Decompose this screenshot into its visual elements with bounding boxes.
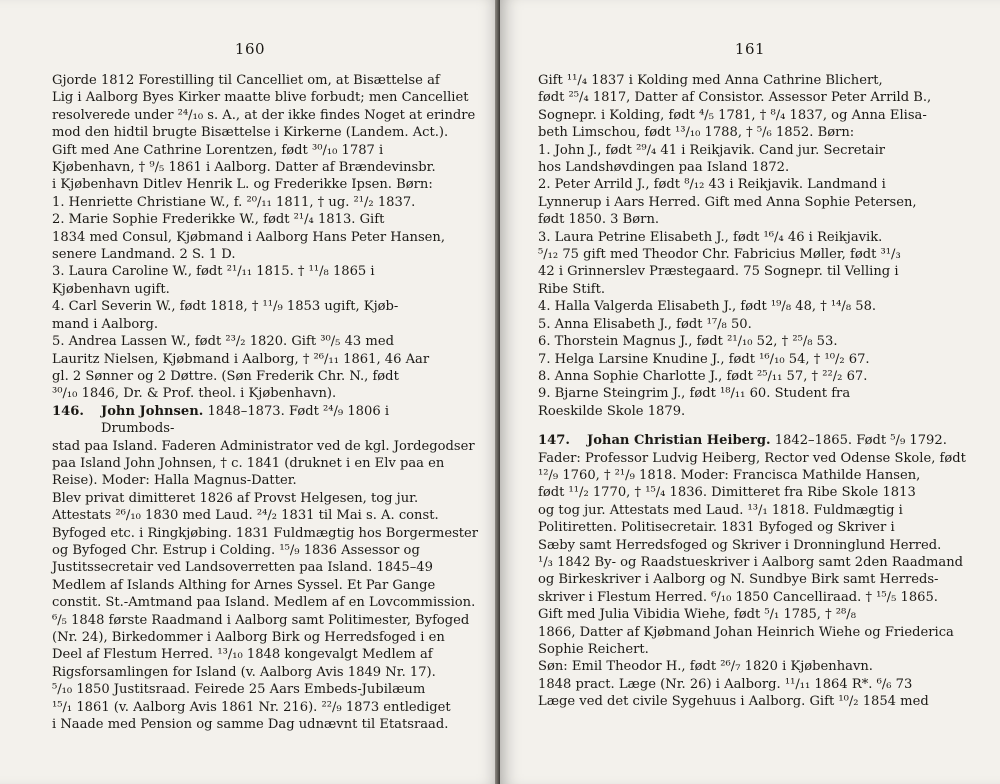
text-line: og Byfoged Chr. Estrup i Colding. ¹⁵/₉ 1836 Assessor og [52,542,420,558]
text-line: Gjorde 1812 Forestilling til Cancelliet om, at Bisættelse af [52,73,440,88]
text-line: Sæby samt Herredsfoged og Skriver i Dronninglund Herred. [538,537,942,553]
text-line: (Nr. 24), Birkedommer i Aalborg Birk og Herredsfoged i en [52,630,445,645]
text-line: 1866, Datter af Kjøbmand Johan Heinrich Wiehe og Friederica [538,624,954,640]
text-line: ¹²/₉ 1760, † ²¹/₉ 1818. Moder: Francisca Mathilde Hansen, [538,467,921,483]
text-line: 3. Laura Caroline W., født ²¹/₁₁ 1815. † ¹¹/₈ 1865 i [52,264,375,280]
text-line: resolverede under ²⁴/₁₀ s. A., at der ikke findes Noget at erindre [52,107,476,123]
text-line: constit. St.-Amtmand paa Island. Medlem af en Lovcommission. [52,595,476,611]
text-line: senere Landmand. 2 S. 1 D. [52,247,236,263]
text-line: 5. Andrea Lassen W., født ²³/₂ 1820. Gift ³⁰/₅ 43 med [52,334,394,350]
text-line: 1. John J., født ²⁹/₄ 41 i Reikjavik. Cand jur. Secretair [538,142,886,158]
page-number: 161 [734,40,766,58]
text-line: Kjøbenhavn ugift. [52,281,170,297]
entry-heading-rest: 1848–1873. Født ²⁴/₉ 1806 i Drumbods- [101,403,390,437]
text-line: og Birkeskriver i Aalborg og N. Sundbye Birk samt Herreds- [538,572,939,588]
text-line: i Naade med Pension og samme Dag udnævnt til Etatsraad. [52,717,449,733]
text-line: født 1850. 3 Børn. [538,212,660,228]
text-line: Ribe Stift. [538,281,606,297]
text-line: 2. Peter Arrild J., født ⁸/₁₂ 43 i Reikjavik. Landmand i [538,177,886,193]
text-line: stad paa Island. Faderen Administrator ved de kgl. Jordegodser [52,438,475,454]
text-line: 6. Thorstein Magnus J., født ²¹/₁₀ 52, † ²⁵/₈ 53. [538,334,838,350]
text-line: Gift med Julia Vibidia Wiehe, født ⁵/₁ 1785, † ²⁸/₈ [538,607,856,623]
text-line: Gift med Ane Cathrine Lorentzen, født ³⁰/₁₀ 1787 i [52,142,384,158]
text-line: Gift ¹¹/₄ 1837 i Kolding med Anna Cathrine Blichert, [538,73,883,88]
entry-heading: John Johnsen. [101,403,204,419]
entry-number: 147. [538,433,570,449]
entry-heading-rest: 1842–1865. Født ⁵/₉ 1792. [770,433,947,449]
page-text [538,72,966,711]
page-number: 160 [234,40,266,58]
text-line: og tog jur. Attestats med Laud. ¹³/₁ 1818. Fuldmægtig i [538,502,903,518]
text-line: 5. Anna Elisabeth J., født ¹⁷/₈ 50. [538,316,752,332]
text-line: Lig i Aalborg Byes Kirker maatte blive forbudt; men Cancelliet [52,90,469,106]
text-line: Attestats ²⁶/₁₀ 1830 med Laud. ²⁴/₂ 1831 til Mai s. A. const. [52,508,439,524]
text-line: ¹⁵/₁ 1861 (v. Aalborg Avis 1861 Nr. 216). ²²/₉ 1873 entlediget [52,699,451,715]
text-line: 4. Carl Severin W., født 1818, † ¹¹/₉ 1853 ugift, Kjøb- [52,299,399,315]
text-line: 1. Henriette Christiane W., f. ²⁰/₁₁ 1811, † ug. ²¹/₂ 1837. [52,194,416,210]
text-line: skriver i Flestum Herred. ⁶/₁₀ 1850 Cancelliraad. † ¹⁵/₅ 1865. [538,589,938,605]
text-line: Kjøbenhavn, † ⁹/₅ 1861 i Aalborg. Datter af Brændevinsbr. [52,160,436,176]
entry-number: 146. [52,403,84,419]
text-line: mand i Aalborg. [52,316,159,332]
text-line: gl. 2 Sønner og 2 Døttre. (Søn Frederik Chr. N., født [52,368,399,384]
text-line: Læge ved det civile Sygehuus i Aalborg. Gift ¹⁰/₂ 1854 med [538,694,929,710]
text-line: 8. Anna Sophie Charlotte J., født ²⁵/₁₁ 57, † ²²/₂ 67. [538,368,868,384]
text-line: Rigsforsamlingen for Island (v. Aalborg Avis 1849 Nr. 17). [52,664,436,680]
page-text [52,72,479,733]
text-line: ⁶/₅ 1848 første Raadmand i Aalborg samt Politimester, Byfoged [52,612,470,628]
text-line: Justitssecretair ved Landsoverretten paa Island. 1845–49 [52,560,433,576]
text-line: hos Landshøvdingen paa Island 1872. [538,160,790,176]
entry-heading-line [538,432,956,449]
text-line: født ¹¹/₂ 1770, † ¹⁵/₄ 1836. Dimitteret fra Ribe Skole 1813 [538,485,916,501]
text-line: ³⁰/₁₀ 1846, Dr. & Prof. theol. i Kjøbenhavn). [52,386,337,402]
text-block [538,72,956,420]
text-line: Byfoged etc. i Ringkjøbing. 1831 Fuldmægtig hos Borgermester [52,525,479,541]
text-line: 1834 med Consul, Kjøbmand i Aalborg Hans Peter Hansen, [52,229,446,245]
text-line: 7. Helga Larsine Knudine J., født ¹⁶/₁₀ 54, † ¹⁰/₂ 67. [538,351,870,367]
text-line: Søn: Emil Theodor H., født ²⁶/₇ 1820 i Kjøbenhavn. [538,659,873,675]
text-line: Sophie Reichert. [538,642,649,657]
text-line: 9. Bjarne Steingrim J., født ¹⁸/₁₁ 60. Student fra [538,386,851,402]
text-line: Reise). Moder: Halla Magnus-Datter. [52,473,297,489]
text-line: 4. Halla Valgerda Elisabeth J., født ¹⁹/₈ 48, † ¹⁴/₈ 58. [538,299,877,315]
text-line: 42 i Grinnerslev Præstegaard. 75 Sognepr. til Velling i [538,264,899,280]
text-line: Fader: Professor Ludvig Heiberg, Rector ved Odense Skole, født [538,450,966,466]
text-line: Lynnerup i Aars Herred. Gift med Anna Sophie Petersen, [538,194,917,210]
text-line: 2. Marie Sophie Frederikke W., født ²¹/₄ 1813. Gift [52,212,385,228]
section-gap [538,420,956,432]
text-line: ⁵/₁₀ 1850 Justitsraad. Feirede 25 Aars Embeds-Jubilæum [52,682,426,698]
entry-heading-line [52,403,462,438]
text-block [52,72,476,403]
text-line: mod den hidtil brugte Bisættelse i Kirkerne (Landem. Act.). [52,125,449,141]
text-line: Roeskilde Skole 1879. [538,403,686,419]
text-line: beth Limschou, født ¹³/₁₀ 1788, † ⁵/₆ 1852. Børn: [538,125,855,141]
text-block [52,438,479,734]
text-line: ⁵/₁₂ 75 gift med Theodor Chr. Fabricius Møller, født ³¹/₃ [538,247,901,263]
text-block [538,450,966,711]
entry-heading: Johan Christian Heiberg. [587,433,771,449]
text-line: Blev privat dimitteret 1826 af Provst Helgesen, tog jur. [52,490,419,506]
text-line: paa Island John Johnsen, † c. 1841 (druknet i en Elv paa en [52,455,445,471]
text-line: Politiretten. Politisecretair. 1831 Byfoged og Skriver i [538,520,895,536]
text-line: ¹/₃ 1842 By- og Raadstueskriver i Aalborg samt 2den Raadmand [538,554,964,570]
text-line: Lauritz Nielsen, Kjøbmand i Aalborg, † ²⁶/₁₁ 1861, 46 Aar [52,351,430,367]
text-line: født ²⁵/₄ 1817, Datter af Consistor. Assessor Peter Arrild B., [538,90,932,106]
text-line: Medlem af Islands Althing for Arnes Syssel. Et Par Gange [52,577,436,593]
text-line: Deel af Flestum Herred. ¹³/₁₀ 1848 kongevalgt Medlem af [52,647,433,663]
right-page [500,0,1000,784]
text-line: 3. Laura Petrine Elisabeth J., født ¹⁶/₄ 46 i Reikjavik. [538,229,883,245]
text-line: 1848 pract. Læge (Nr. 26) i Aalborg. ¹¹/₁₁ 1864 R*. ⁶/₆ 73 [538,676,913,692]
text-line: Sognepr. i Kolding, født ⁴/₅ 1781, † ⁸/₄ 1837, og Anna Elisa- [538,107,927,123]
text-line: i Kjøbenhavn Ditlev Henrik L. og Frederikke Ipsen. Børn: [52,177,433,193]
